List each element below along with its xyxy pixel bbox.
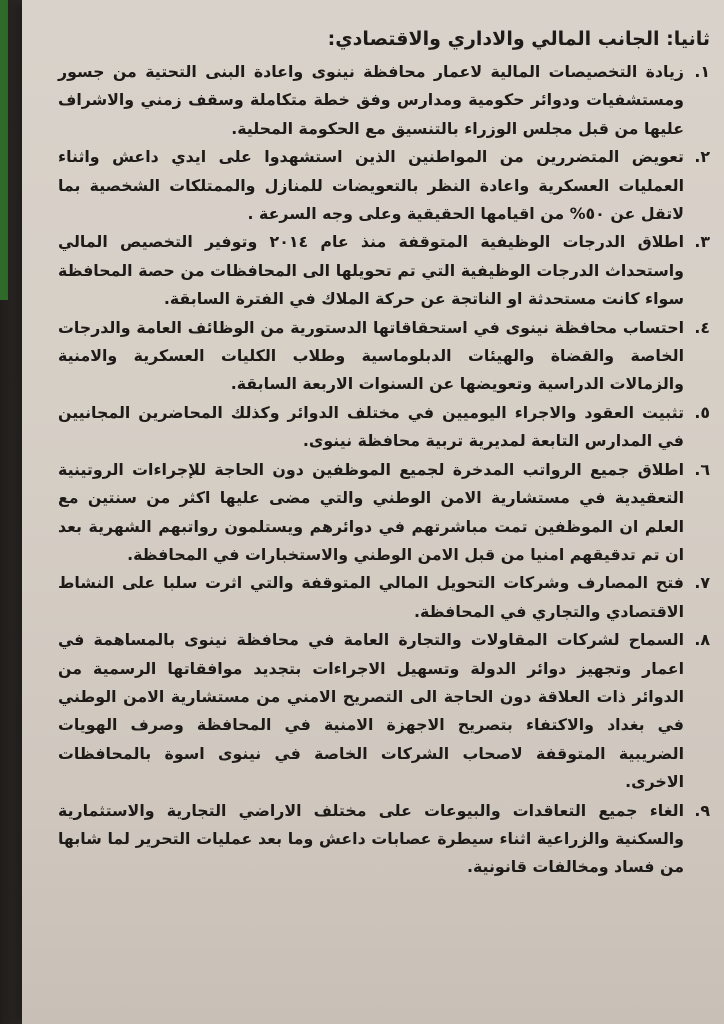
item-text: اطلاق الدرجات الوظيفية المتوقفة منذ عام ٢٠١٤ وتوفير التخصيص المالي واستحداث الدرجات الوظيفية التي تم تحويلها الى المحافظات من حصة المحافظة سواء كانت مستحدثة او الناتجة عن حركة الملاك في الفترة السابقة. [58,232,684,309]
item-number: ١. [694,62,710,81]
document-body [58,24,710,882]
list-item [58,58,710,143]
paper-sheet [22,0,724,1024]
demands-list [58,58,710,882]
item-number: ٣. [694,232,710,252]
item-text: تثبيت العقود والاجراء اليوميين في مختلف الدوائر وكذلك المحاضرين المجانيين في المدارس التابعة لمديرية تربية محافظة نينوى. [58,402,684,451]
list-item [58,456,710,570]
item-number: ٧. [694,573,710,593]
list-item [58,569,710,626]
item-number: ٤. [694,317,710,337]
item-text: احتساب محافظة نينوى في استحقاقاتها الدستورية من الوظائف العامة والدرجات الخاصة والقضاة والهيئات الدبلوماسية وطلاب الكليات العسكرية والامنية والزمالات الدراسية وتعويضها عن السنوات الاربعة السابقة. [58,317,684,394]
item-text: فتح المصارف وشركات التحويل المالي المتوقفة والتي اثرت سلبا على النشاط الاقتصادي والتجاري في المحافظة. [58,573,684,621]
item-number: ٦. [694,459,710,479]
item-text: تعويض المتضررين من المواطنين الذين استشهدوا على ايدي داعش واثناء العمليات العسكرية واعادة النظر بالتعويضات للمنازل والممتلكات الشخصية بما لاتقل عن ٥٠% من اقيامها الحقيقية وعلى وجه السرعة . [58,147,684,224]
list-item [58,626,710,796]
list-item [58,399,710,456]
section-heading: ثانيا: الجانب المالي والاداري والاقتصادي: [327,28,710,50]
item-text: السماح لشركات المقاولات والتجارة العامة في محافظة نينوى بالمساهمة في اعمار وتجهيز دوائر الدولة وتسهيل الاجراءات بتجديد موافقاتها الرسمية من الدوائر ذات العلاقة دون الحاجة الى التصريح الامني من مستشارية الامن الوطني في بغداد والاكتفاء بتصريح الاجهزة الامنية في المحافظة وصرف الهويات الضريبية المتوقفة لاصحاب الشركات الخاصة في نينوى اسوة بالمحافظات الاخرى. [58,630,684,792]
list-item [58,797,710,882]
item-text: زيادة التخصيصات المالية لاعمار محافظة نينوى واعادة البنى التحتية من جسور ومستشفيات ودوائر حكومية ومدارس وفق خطة متكاملة وسقف زمني والاشراف عليها من قبل مجلس الوزراء بالتنسيق مع الحكومة المحلية. [58,62,684,138]
item-number: ٨. [694,630,710,650]
list-item [58,314,710,399]
list-item [58,143,710,228]
item-text: الغاء جميع التعاقدات والبيوعات على مختلف الاراضي التجارية والاستثمارية والسكنية والزراعية اثناء سيطرة عصابات داعش وما بعد عمليات التحرير لما شابها من فساد ومخالفات قانونية. [58,800,684,877]
item-number: ٥. [694,402,710,422]
item-number: ٩. [694,800,710,820]
green-cover-edge [0,0,8,300]
item-text: اطلاق جميع الرواتب المدخرة لجميع الموظفين دون الحاجة للإجراءات الروتينية التعقيدية في مستشارية الامن الوطني والتي مضى عليها اكثر من سنتين مع العلم ان الموظفين تمت مباشرتهم في دوائرهم ويستلمون رواتبهم الشهرية بعد ان تم تدقيقهم امنيا من قبل الامن الوطني والاستخبارات في المحافظة. [58,459,684,564]
item-number: ٢. [694,147,710,167]
list-item [58,228,710,313]
